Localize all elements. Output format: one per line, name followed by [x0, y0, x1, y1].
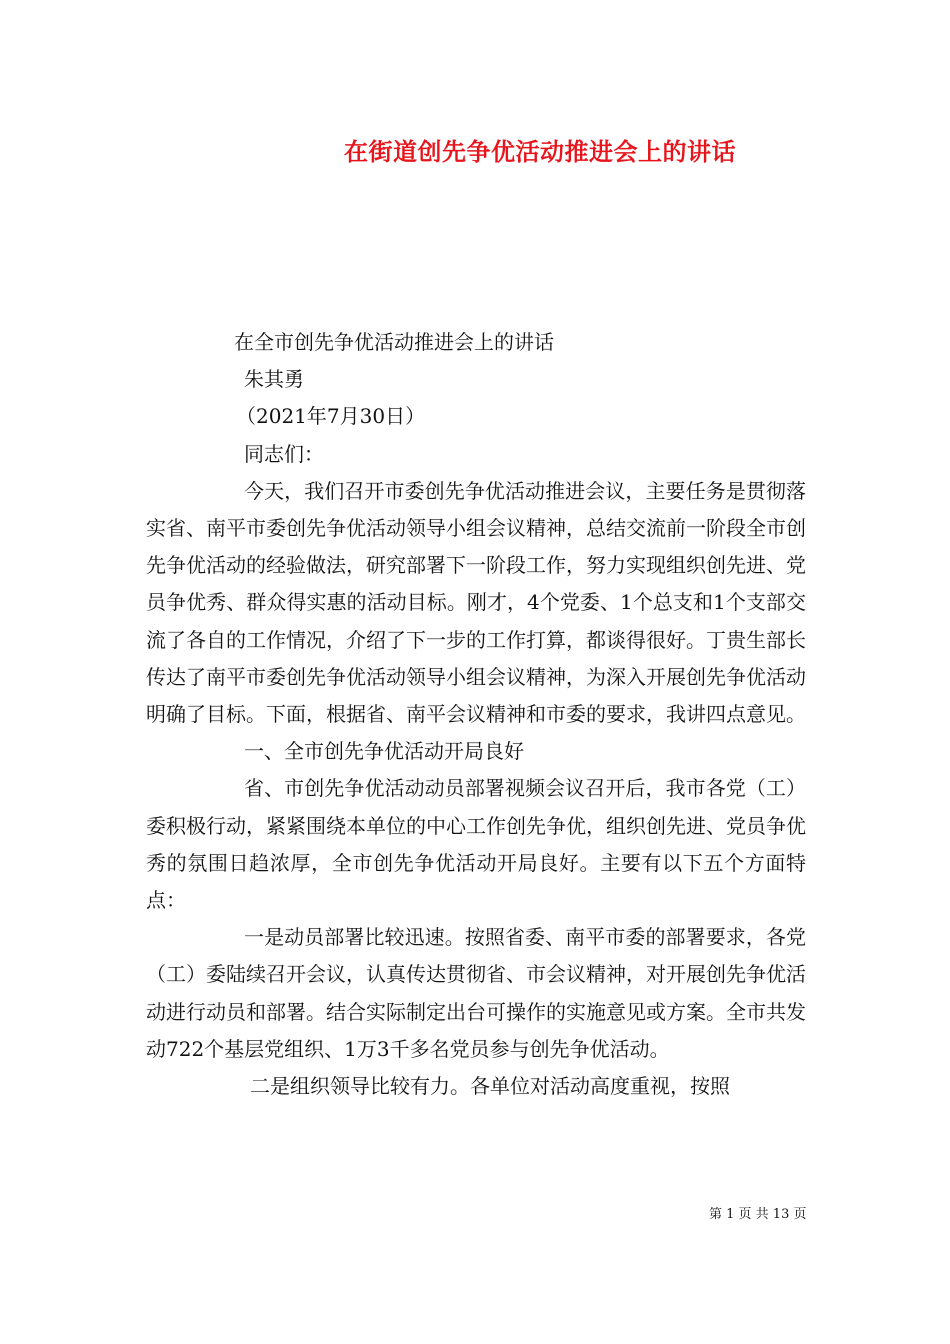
speech-date: （2021年7月30日） [236, 404, 426, 429]
paragraph-overview: 省、市创先争优活动动员部署视频会议召开后，我市各党（工）委积极行动，紧紧围绕本单位的中心工作创先争优，组织创先进、党员争优秀的氛围日趋浓厚，全市创先争优活动开局良好。主要有以下五个方面特点： [146, 776, 806, 912]
page-number: 第 1 页 共 13 页 [709, 1207, 807, 1222]
salutation: 同志们： [244, 441, 324, 466]
speech-subtitle: 在全市创先争优活动推进会上的讲话 [234, 330, 554, 354]
document-body [146, 324, 806, 1105]
paragraph-intro: 今天，我们召开市委创先争优活动推进会议，主要任务是贯彻落实省、南平市委创先争优活动领导小组会议精神，总结交流前一阶段全市创先争优活动的经验做法，研究部署下一阶段工作，努力实现组织创先进、党员争优秀、群众得实惠的活动目标。刚才，4个党委、1个总支和1个支部交流了各自的工作情况，介绍了下一步的工作打算，都谈得很好。丁贵生部长传达了南平市委创先争优活动领导小组会议精神，为深入开展创先争优活动明确了目标。下面，根据省、南平会议精神和市委的要求，我讲四点意见。 [146, 478, 806, 726]
paragraph-point-two: 二是组织领导比较有力。各单位对活动高度重视，按照 [250, 1073, 730, 1098]
speaker-name: 朱其勇 [244, 367, 304, 392]
page-title: 在街道创先争优活动推进会上的讲话 [344, 137, 736, 166]
section-heading: 一、全市创先争优活动开局良好 [244, 739, 524, 764]
paragraph-point-one: 一是动员部署比较迅速。按照省委、南平市委的部署要求，各党（工）委陆续召开会议，认真传达贯彻省、市会议精神，对开展创先争优活动进行动员和部署。结合实际制定出台可操作的实施意见或方案。全市共发动722个基层党组织、1万3千多名党员参与创先争优活动。 [146, 925, 806, 1061]
